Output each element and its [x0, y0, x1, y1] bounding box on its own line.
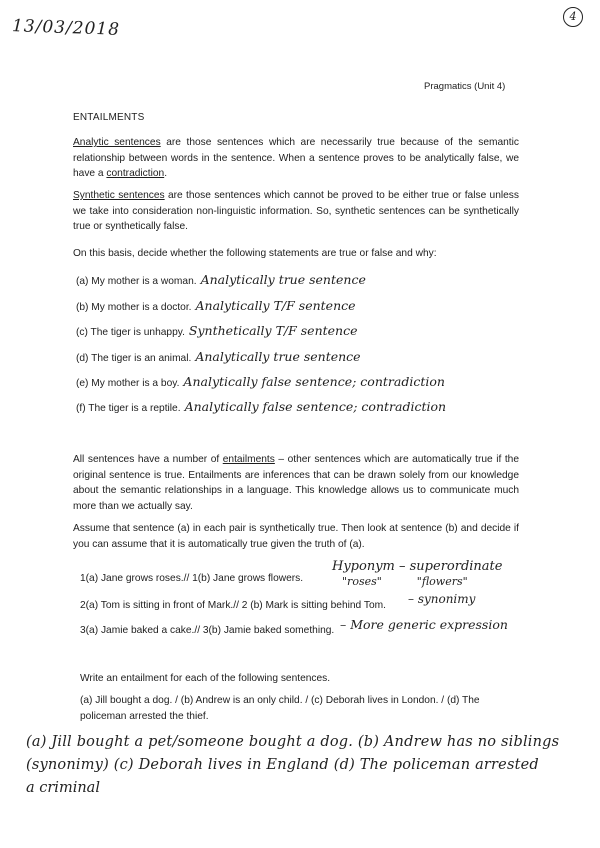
handwritten-answer-line: (a) Jill bought a pet/someone bought a dog. (b) Andrew has no siblings	[26, 734, 560, 750]
exercise2-instruction: Assume that sentence (a) in each pair is synthetically true. Then look at sentence (b) and decide if you can assume that it is automatically true given the truth of (a).	[73, 523, 519, 550]
item-label: (a) My mother is a woman.	[76, 276, 197, 287]
synthetic-paragraph	[73, 188, 519, 235]
exercise1-item	[76, 349, 361, 366]
exercise1-item	[76, 298, 356, 315]
handwritten-answer-line: a criminal	[26, 780, 100, 796]
entailments-term: entailments	[222, 454, 275, 465]
item-label: (d) The tiger is an animal.	[76, 353, 192, 364]
handwritten-answer-line: (synonimy) (c) Deborah lives in England (d) The policeman arrested	[26, 757, 539, 773]
exercise1-item	[76, 374, 445, 391]
handwritten-note: – synonimy	[408, 592, 476, 606]
exercise3-instruction: Write an entailment for each of the following sentences.	[80, 673, 331, 684]
handwritten-note: Hyponym – superordinate	[332, 559, 503, 574]
handwritten-answer: Analytically true sentence	[195, 349, 361, 364]
analytic-paragraph	[73, 135, 519, 182]
course-header: Pragmatics (Unit 4)	[424, 81, 506, 92]
pair-text: 1(a) Jane grows roses.// 1(b) Jane grows flowers.	[80, 573, 304, 584]
page-number: 4	[569, 10, 577, 23]
handwritten-answer: Analytically false sentence; contradiction	[184, 399, 447, 414]
exercise1-item	[76, 272, 366, 289]
page-title: ENTAILMENTS	[73, 112, 145, 123]
analytic-text: are those sentences which are necessarily true because of the semantic relationship between words in the sentence. When a sentence proves to be analytically false, we have a	[73, 137, 519, 179]
analytic-term: Analytic sentences	[73, 137, 161, 148]
exercise1-instruction: On this basis, decide whether the following statements are true or false and why:	[73, 248, 437, 259]
contradiction-term: contradiction	[106, 168, 165, 179]
handwritten-note: "roses" "flowers"	[342, 575, 468, 588]
exercise1-item	[76, 323, 358, 340]
handwritten-date: 13/03/2018	[11, 16, 121, 40]
pair-text: 3(a) Jamie baked a cake.// 3(b) Jamie baked something.	[80, 625, 335, 636]
synthetic-term: Synthetic sentences	[73, 190, 165, 201]
handwritten-note: – More generic expression	[340, 617, 508, 632]
pair-text: 2(a) Tom is sitting in front of Mark.// 2 (b) Mark is sitting behind Tom.	[80, 600, 386, 611]
item-label: (e) My mother is a boy.	[76, 378, 180, 389]
handwritten-answer: Analytically T/F sentence	[195, 298, 356, 313]
entailments-text-rest: – other sentences which are automatically true if the original sentence is true. Entailments are inferences that can be drawn solely from our knowledge about the semantic relationships in a language. This knowledge allows us to communicate much more than we actually say.	[73, 454, 519, 512]
handwritten-answer: Synthetically T/F sentence	[188, 323, 358, 338]
exercise1-item	[76, 399, 446, 416]
page-number-circle	[563, 7, 583, 27]
analytic-text-end: .	[164, 168, 168, 179]
synthetic-text: are those sentences which cannot be proved to be either true or false unless we take into consideration non-linguistic information. So, synthetic sentences can be synthetically true or synthetically false.	[73, 190, 519, 232]
exercise3-prompt: (a) Jill bought a dog. / (b) Andrew is an only child. / (c) Deborah lives in London. / (d) The policeman arrested the thief.	[80, 695, 480, 722]
item-label: (f) The tiger is a reptile.	[76, 403, 181, 414]
item-label: (c) The tiger is unhappy.	[76, 327, 185, 338]
entailments-text: All sentences have a number of	[73, 454, 223, 465]
item-label: (b) My mother is a doctor.	[76, 302, 192, 313]
handwritten-answer: Analytically true sentence	[200, 272, 366, 287]
handwritten-answer: Analytically false sentence; contradiction	[183, 374, 445, 389]
entailments-paragraph	[73, 452, 519, 514]
